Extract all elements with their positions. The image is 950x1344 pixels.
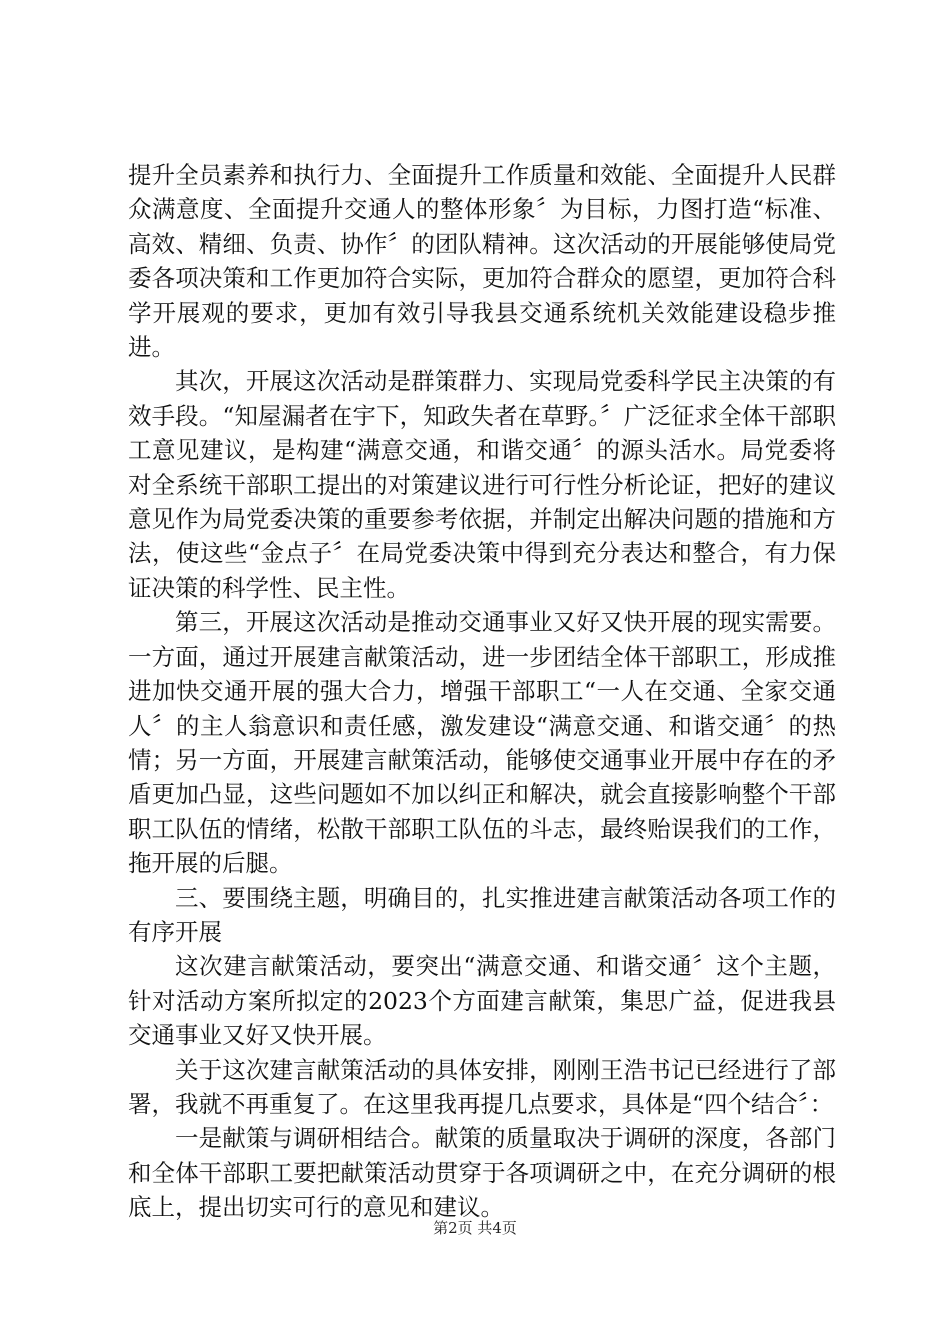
paragraph-continued: 提升全员素养和执行力、全面提升工作质量和效能、全面提升人民群众满意度、全面提升交通人的整体形象〞为目标，力图打造“标准、高效、精细、负责、协作〞的团队精神。这次活动的开展能够使局党委各项决策和工作更加符合实际，更加符合群众的愿望，更加符合科学开展观的要求，更加有效引导我县交通系统机关效能建设稳步推进。 — [128, 161, 836, 362]
paragraph-second-point: 其次，开展这次活动是群策群力、实现局党委科学民主决策的有效手段。“知屋漏者在宇下，知政失者在草野。〞广泛征求全体干部职工意见建议，是构建“满意交通，和谐交通〞的源头活水。局党委将对全系统干部职工提出的对策建议进行可行性分析论证，把好的建议意见作为局党委决策的重要参考依据，并制定出解决问题的措施和方法，使这些“金点子〞在局党委决策中得到充分表达和整合，有力保证决策的科学性、民主性。 — [128, 367, 836, 602]
paragraph-arrangement: 关于这次建言献策活动的具体安排，刚刚王浩书记已经进行了部署，我就不再重复了。在这里我再提几点要求，具体是“四个结合〞： — [128, 1055, 836, 1118]
section-heading-three: 三、要围绕主题，明确目的，扎实推进建言献策活动各项工作的有序开展 — [128, 883, 836, 946]
document-body — [128, 158, 836, 1225]
paragraph-third-point: 第三，开展这次活动是推动交通事业又好又快开展的现实需要。一方面，通过开展建言献策活动，进一步团结全体干部职工，形成推进加快交通开展的强大合力，增强干部职工“一人在交通、全家交通人〞的主人翁意识和责任感，激发建设“满意交通、和谐交通〞的热情；另一方面，开展建言献策活动，能够使交通事业开展中存在的矛盾更加凸显，这些问题如不加以纠正和解决，就会直接影响整个干部职工队伍的情绪，松散干部职工队伍的斗志，最终贻误我们的工作，拖开展的后腿。 — [128, 608, 836, 878]
page-number-footer: 第2页 共4页 — [433, 1219, 517, 1237]
paragraph-requirement-one: 一是献策与调研相结合。献策的质量取决于调研的深度，各部门和全体干部职工要把献策活动贯穿于各项调研之中，在充分调研的根底上，提出切实可行的意见和建议。 — [128, 1124, 836, 1222]
paragraph-theme: 这次建言献策活动，要突出“满意交通、和谐交通〞这个主题，针对活动方案所拟定的2023个方面建言献策，集思广益，促进我县交通事业又好又快开展。 — [128, 952, 836, 1050]
